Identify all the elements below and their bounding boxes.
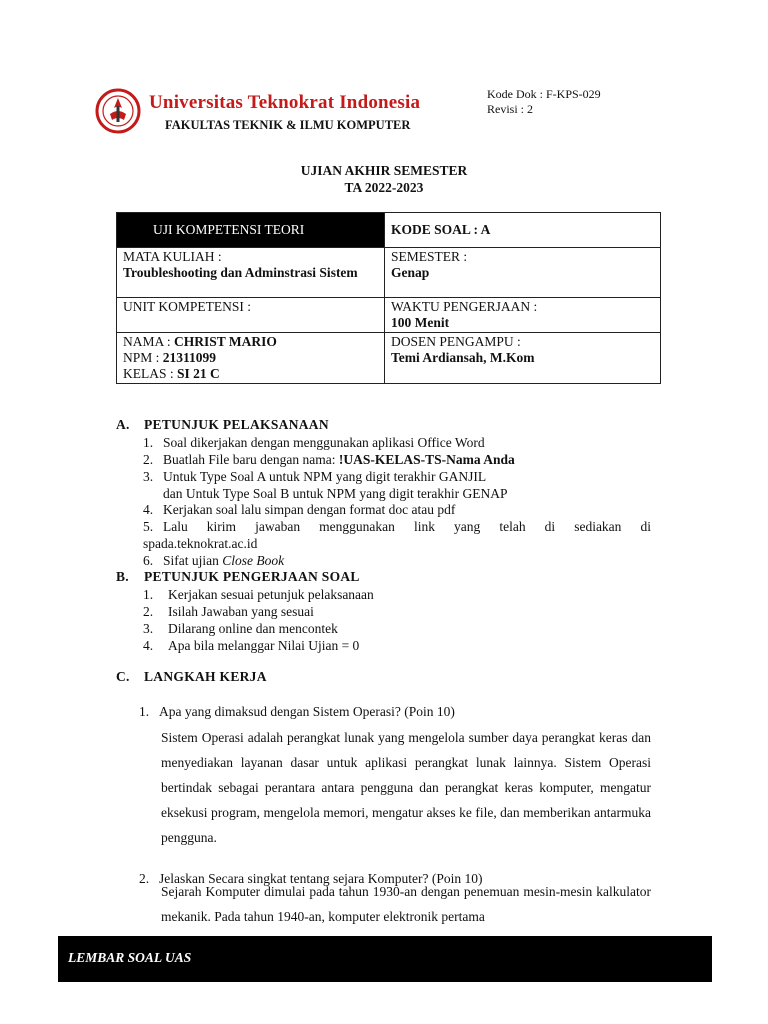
exam-year: TA 2022-2023 — [344, 180, 424, 195]
list-item: 1. Kerjakan sesuai petunjuk pelaksanaan — [143, 587, 374, 602]
document-revision: Revisi : 2 — [487, 102, 534, 116]
university-logo — [95, 88, 421, 140]
exam-info-table — [116, 212, 661, 384]
footer-label: LEMBAR SOAL UAS — [68, 950, 192, 965]
table-header-row — [117, 213, 661, 248]
semester-cell — [385, 248, 661, 298]
list-item: 4. Apa bila melanggar Nilai Ujian = 0 — [143, 638, 360, 653]
university-seal-icon — [95, 88, 141, 134]
exam-title-block — [0, 162, 768, 196]
lecturer-value: Temi Ardiansah, M.Kom — [391, 350, 535, 365]
semester-label: SEMESTER : — [391, 249, 468, 264]
class-line — [123, 366, 378, 382]
section-a-heading: A. PETUNJUK PELAKSANAAN — [116, 417, 329, 432]
name-label: NAMA : — [123, 334, 171, 349]
table-row — [117, 298, 661, 333]
exam-title: UJIAN AKHIR SEMESTER — [300, 163, 468, 178]
list-item: 4. Kerjakan soal lalu simpan dengan format doc atau pdf — [143, 502, 456, 517]
list-item: 6. Sifat ujian Close Book — [143, 553, 285, 568]
list-item: 3. Untuk Type Soal A untuk NPM yang digit terakhir GANJIL — [143, 469, 487, 484]
footer-bar — [58, 936, 712, 982]
student-name-line — [123, 334, 378, 350]
competency-header: UJI KOMPETENSI TEORI — [117, 213, 385, 248]
list-item: 1. Soal dikerjakan dengan menggunakan aplikasi Office Word — [143, 435, 485, 450]
class-value: SI 21 C — [177, 366, 220, 381]
list-item: dan Untuk Type Soal B untuk NPM yang digit terakhir GENAP — [163, 486, 508, 501]
course-label: MATA KULIAH : — [123, 249, 222, 264]
question-1: 1. Apa yang dimaksud dengan Sistem Operasi? (Poin 10) — [139, 704, 455, 719]
time-label: WAKTU PENGERJAAN : — [391, 299, 538, 314]
list-item: 2. Buatlah File baru dengan nama: !UAS-KELAS-TS-Nama Anda — [143, 452, 515, 467]
course-cell — [117, 248, 385, 298]
document-meta — [487, 87, 601, 117]
time-cell — [385, 298, 661, 333]
section-c-heading: C. LANGKAH KERJA — [116, 669, 267, 684]
npm-line — [123, 350, 378, 366]
list-item: 2. Isilah Jawaban yang sesuai — [143, 604, 314, 619]
answer-1: Sistem Operasi adalah perangkat lunak yang mengelola sumber daya perangkat keras dan menyediakan layanan dasar untuk aplikasi perangkat lunak lainnya. Sistem Operasi bertindak sebagai perantara antara pengguna dan perangkat keras komputer, mengatur eksekusi program, mengelola memori, mengatur akses ke file, dan memberikan antarmuka pengguna. — [161, 730, 651, 845]
faculty-name: FAKULTAS TEKNIK & ILMU KOMPUTER — [165, 118, 411, 132]
university-name: Universitas Teknokrat Indonesia — [149, 92, 421, 113]
section-b-heading: B. PETUNJUK PENGERJAAN SOAL — [116, 569, 360, 584]
course-value: Troubleshooting dan Adminstrasi Sistem — [123, 265, 358, 280]
answer-2: Sejarah Komputer dimulai pada tahun 1930-an dengan penemuan mesin-mesin kalkulator mekanik. Pada tahun 1940-an, komputer elektronik pertama — [161, 884, 651, 924]
student-cell — [117, 333, 385, 384]
list-item: 5. Lalu kirim jawaban menggunakan link yang telah di sediakan di — [143, 519, 651, 534]
time-value: 100 Menit — [391, 315, 450, 330]
question-2: 2. Jelaskan Secara singkat tentang sejara Komputer? (Poin 10) — [139, 871, 483, 886]
name-value: CHRIST MARIO — [174, 334, 277, 349]
document-code: Kode Dok : F-KPS-029 — [487, 87, 601, 101]
list-item: 3. Dilarang online dan mencontek — [143, 621, 338, 636]
unit-cell — [117, 298, 385, 333]
class-label: KELAS : — [123, 366, 174, 381]
table-row — [117, 333, 661, 384]
list-item: spada.teknokrat.ac.id — [143, 536, 258, 551]
lecturer-cell — [385, 333, 661, 384]
question-code: KODE SOAL : A — [385, 213, 661, 248]
npm-label: NPM : — [123, 350, 160, 365]
npm-value: 21311099 — [162, 350, 217, 365]
table-row — [117, 248, 661, 298]
semester-value: Genap — [391, 265, 430, 280]
unit-label: UNIT KOMPETENSI : — [123, 299, 251, 314]
lecturer-label: DOSEN PENGAMPU : — [391, 334, 521, 349]
